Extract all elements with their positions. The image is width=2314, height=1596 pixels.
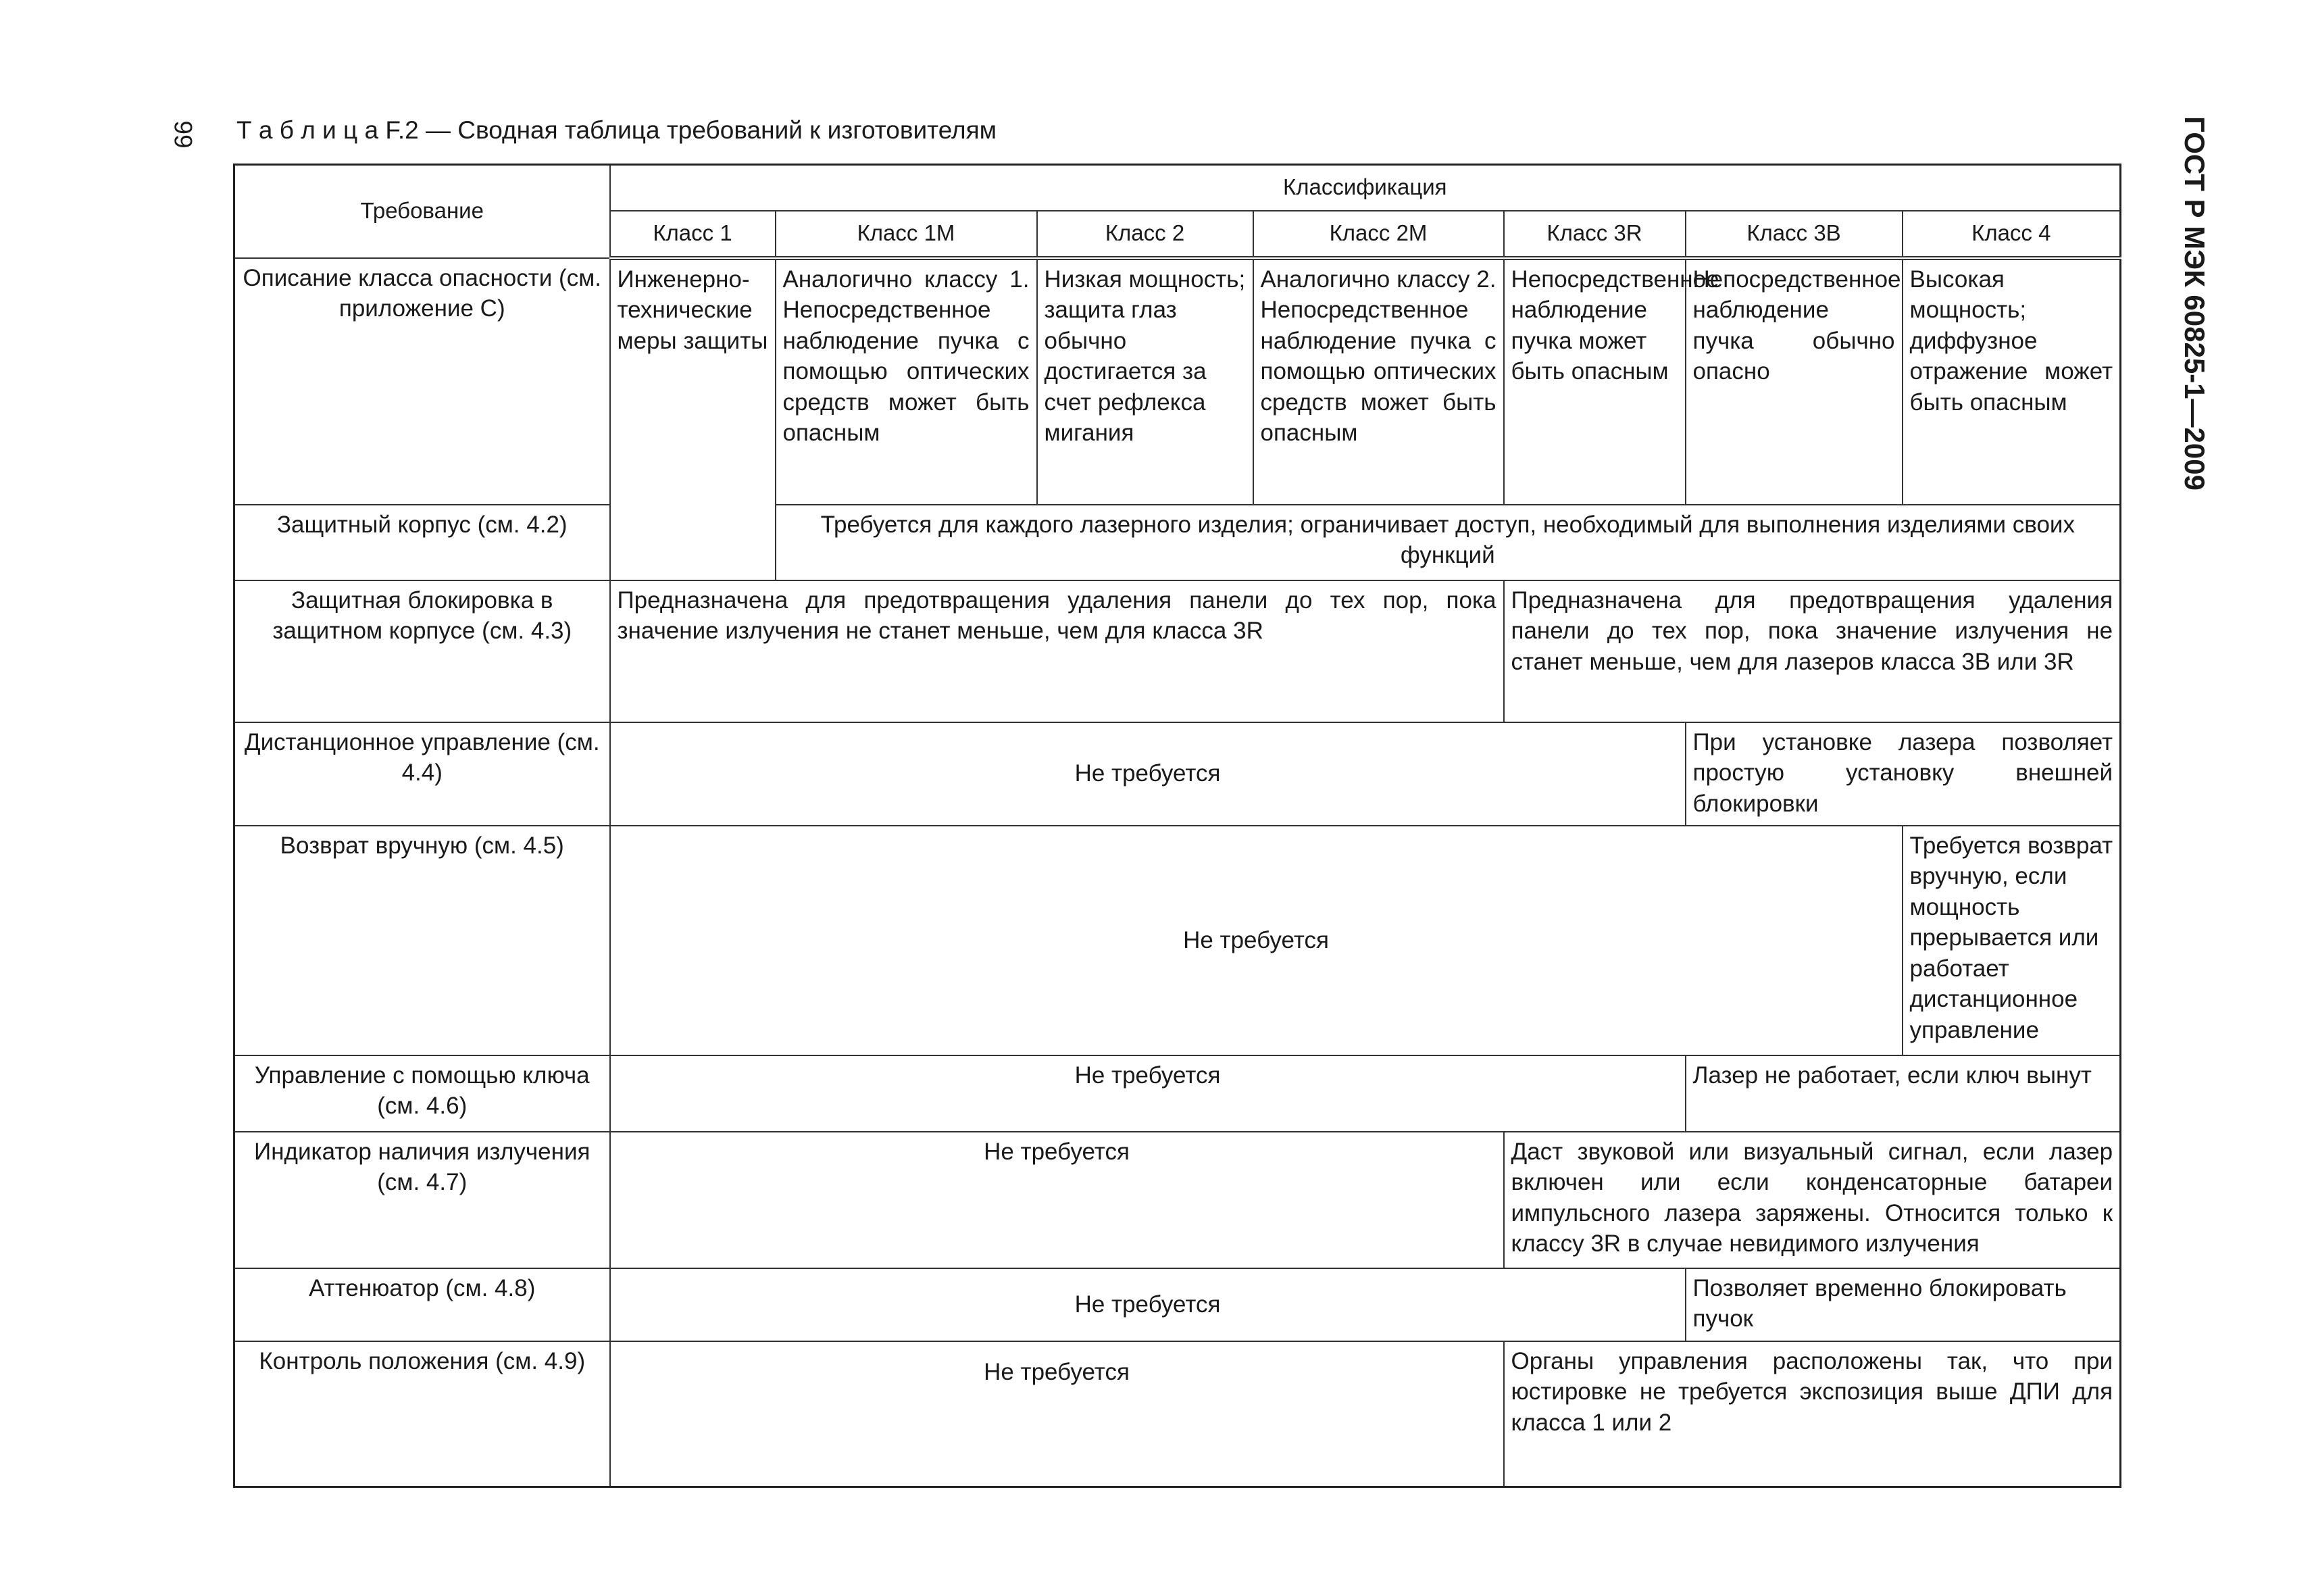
cell-value: Не требуется	[610, 722, 1686, 826]
cell-value: Предназначена для предотвращения удаления панели до тех пор, пока значение излучения не станет меньше, чем для класса 3R	[610, 580, 1504, 722]
requirements-table	[233, 164, 2121, 1488]
table-row	[234, 258, 2121, 505]
cell-class-3b: Непосредственное наблюдение пучка обычно опасно	[1686, 258, 1903, 505]
cell-class-4: Высокая мощность; диффузное отражение может быть опасным	[1903, 258, 2121, 505]
row-label: Управление с помощью ключа (см. 4.6)	[234, 1055, 610, 1132]
cell-value: При установке лазера позволяет простую установку внешней блокировки	[1686, 722, 2121, 826]
row-label: Описание класса опасности (см. приложение С)	[234, 258, 610, 505]
cell-value: Требуется возврат вручную, если мощность прерывается или работает дистанционное управление	[1903, 826, 2121, 1055]
cell-class-1: Инженерно-технические меры защиты	[610, 258, 776, 580]
cell-value: Лазер не работает, если ключ вынут	[1686, 1055, 2121, 1132]
table-row	[234, 505, 2121, 580]
standard-code: ГОСТ Р МЭК 60825-1—2009	[2179, 116, 2211, 491]
cell-value: Не требуется	[610, 1341, 1504, 1487]
cell-class-2m: Аналогично классу 2. Непосредственное наблюдение пучка с помощью оптических средств может быть опасным	[1253, 258, 1504, 505]
header-requirement: Требование	[234, 165, 610, 258]
cell-value: Не требуется	[610, 1132, 1504, 1268]
cell-class-2: Низкая мощность; защита глаз обычно достигается за счет рефлекса мигания	[1037, 258, 1253, 505]
page-number: 99	[169, 120, 197, 149]
row-label: Индикатор наличия излучения (см. 4.7)	[234, 1132, 610, 1268]
cell-value: Органы управления расположены так, что при юстировке не требуется экспозиция выше ДПИ для класса 1 или 2	[1504, 1341, 2121, 1487]
cell-value: Не требуется	[610, 1055, 1686, 1132]
table-row	[234, 580, 2121, 722]
table-row	[234, 1055, 2121, 1132]
cell-value: Не требуется	[610, 1268, 1686, 1341]
table-row	[234, 1268, 2121, 1341]
row-label: Защитная блокировка в защитном корпусе (см. 4.3)	[234, 580, 610, 722]
header-classification: Классификация	[610, 165, 2121, 211]
cell-class-3r: Непосредственное наблюдение пучка может быть опасным	[1504, 258, 1686, 505]
row-label: Возврат вручную (см. 4.5)	[234, 826, 610, 1055]
cell-value: Позволяет временно блокировать пучок	[1686, 1268, 2121, 1341]
cell-value: Требуется для каждого лазерного изделия; ограничивает доступ, необходимый для выполнения изделиями своих функций	[776, 505, 2121, 580]
cell-class-1m: Аналогично классу 1. Непосредственное наблюдение пучка с помощью оптических средств может быть опасным	[776, 258, 1037, 505]
table-row	[234, 722, 2121, 826]
cell-value: Не требуется	[610, 826, 1903, 1055]
header-class-2m: Класс 2М	[1253, 211, 1504, 258]
header-class-1: Класс 1	[610, 211, 776, 258]
table-row	[234, 826, 2121, 1055]
header-class-2: Класс 2	[1037, 211, 1253, 258]
row-label: Дистанционное управление (см. 4.4)	[234, 722, 610, 826]
row-label: Контроль положения (см. 4.9)	[234, 1341, 610, 1487]
header-class-3b: Класс 3В	[1686, 211, 1903, 258]
table-row	[234, 1341, 2121, 1487]
row-label: Аттенюатор (см. 4.8)	[234, 1268, 610, 1341]
header-class-1m: Класс 1М	[776, 211, 1037, 258]
cell-value: Даст звуковой или визуальный сигнал, если лазер включен или если конденсаторные батареи импульсного лазера заряжены. Относится только к классу 3R в случае невидимого излучения	[1504, 1132, 2121, 1268]
header-class-3r: Класс 3R	[1504, 211, 1686, 258]
table-row	[234, 1132, 2121, 1268]
table-caption: Т а б л и ц а F.2 — Сводная таблица требований к изготовителям	[236, 116, 997, 144]
header-class-4: Класс 4	[1903, 211, 2121, 258]
row-label: Защитный корпус (см. 4.2)	[234, 505, 610, 580]
cell-value: Предназначена для предотвращения удаления панели до тех пор, пока значение излучения не станет меньше, чем для лазеров класса 3В или 3R	[1504, 580, 2121, 722]
